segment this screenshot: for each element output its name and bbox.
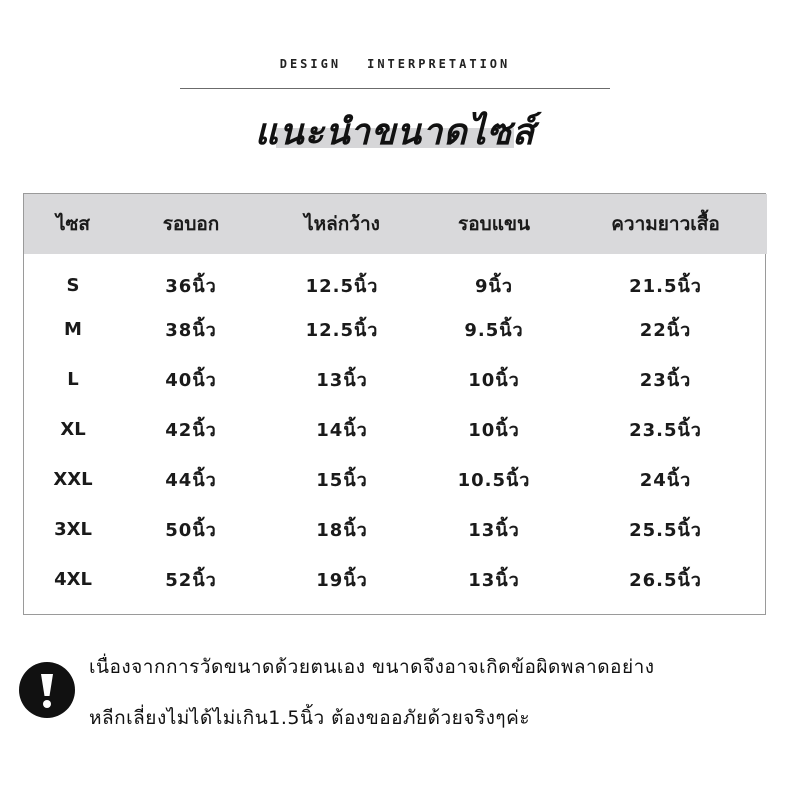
- cell-shoulder: 13นิ้ว: [316, 369, 368, 391]
- cell-chest: 44นิ้ว: [165, 469, 217, 491]
- cell-sleeve: 13นิ้ว: [468, 519, 520, 541]
- exclamation-icon: [19, 662, 75, 718]
- header-size: ไซส: [55, 213, 91, 235]
- table-body: [24, 254, 767, 604]
- cell-size: M: [64, 318, 82, 340]
- header-shoulder: ไหล่กว้าง: [304, 213, 380, 235]
- notice-text-line-1: เนื่องจากการวัดขนาดด้วยตนเอง ขนาดจึงอาจเกิดข้อผิดพลาดอย่าง: [89, 656, 655, 678]
- cell-size: XL: [60, 418, 86, 440]
- cell-chest: 52นิ้ว: [165, 569, 217, 591]
- table-row: [24, 504, 767, 554]
- cell-length: 21.5นิ้ว: [629, 275, 702, 297]
- cell-shoulder: 12.5นิ้ว: [305, 319, 379, 341]
- header-chest: รอบอก: [162, 213, 220, 235]
- cell-chest: 38นิ้ว: [165, 319, 217, 341]
- header-length: ความยาวเสื้อ: [611, 213, 720, 235]
- cell-shoulder: 14นิ้ว: [316, 419, 368, 441]
- table-row: [24, 454, 767, 504]
- cell-sleeve: 9นิ้ว: [475, 275, 513, 297]
- cell-size: L: [67, 368, 79, 390]
- cell-size: 4XL: [54, 568, 92, 590]
- cell-sleeve: 10.5นิ้ว: [457, 469, 531, 491]
- cell-shoulder: 18นิ้ว: [316, 519, 368, 541]
- cell-shoulder: 19นิ้ว: [316, 569, 368, 591]
- eyebrow-design: DESIGN: [279, 57, 342, 71]
- cell-sleeve: 9.5นิ้ว: [464, 319, 524, 341]
- table-row: [24, 404, 767, 454]
- cell-shoulder: 12.5นิ้ว: [305, 275, 379, 297]
- cell-shoulder: 15นิ้ว: [316, 469, 368, 491]
- header-divider: [180, 88, 610, 89]
- cell-sleeve: 13นิ้ว: [468, 569, 520, 591]
- cell-size: 3XL: [54, 518, 92, 540]
- cell-length: 26.5นิ้ว: [629, 569, 702, 591]
- cell-length: 23นิ้ว: [639, 369, 692, 391]
- cell-chest: 40นิ้ว: [165, 369, 217, 391]
- table-row: [24, 554, 767, 604]
- table-row: [24, 254, 767, 304]
- cell-size: XXL: [53, 468, 93, 490]
- header-row: [24, 194, 767, 254]
- cell-chest: 50นิ้ว: [165, 519, 217, 541]
- cell-length: 24นิ้ว: [639, 469, 692, 491]
- notice-text-line-2: หลีกเลี่ยงไม่ได้ไม่เกิน1.5นิ้ว ต้องขออภัยด้วยจริงๆค่ะ: [89, 707, 531, 729]
- cell-chest: 42นิ้ว: [165, 419, 217, 441]
- page-title: แนะนำขนาดไซส์: [254, 112, 536, 153]
- cell-length: 23.5นิ้ว: [629, 419, 702, 441]
- header-sleeve: รอบแขน: [458, 213, 530, 235]
- eyebrow-interpretation: INTERPRETATION: [367, 57, 511, 71]
- size-table: [23, 193, 766, 615]
- cell-length: 25.5นิ้ว: [629, 519, 702, 541]
- cell-sleeve: 10นิ้ว: [468, 369, 520, 391]
- table-header: [24, 194, 767, 254]
- header-eyebrow: [0, 57, 790, 71]
- table-row: [24, 304, 767, 354]
- cell-length: 22นิ้ว: [639, 319, 692, 341]
- cell-size: S: [66, 274, 80, 296]
- table-row: [24, 354, 767, 404]
- size-chart: [24, 194, 767, 604]
- cell-chest: 36นิ้ว: [165, 275, 217, 297]
- cell-sleeve: 10นิ้ว: [468, 419, 520, 441]
